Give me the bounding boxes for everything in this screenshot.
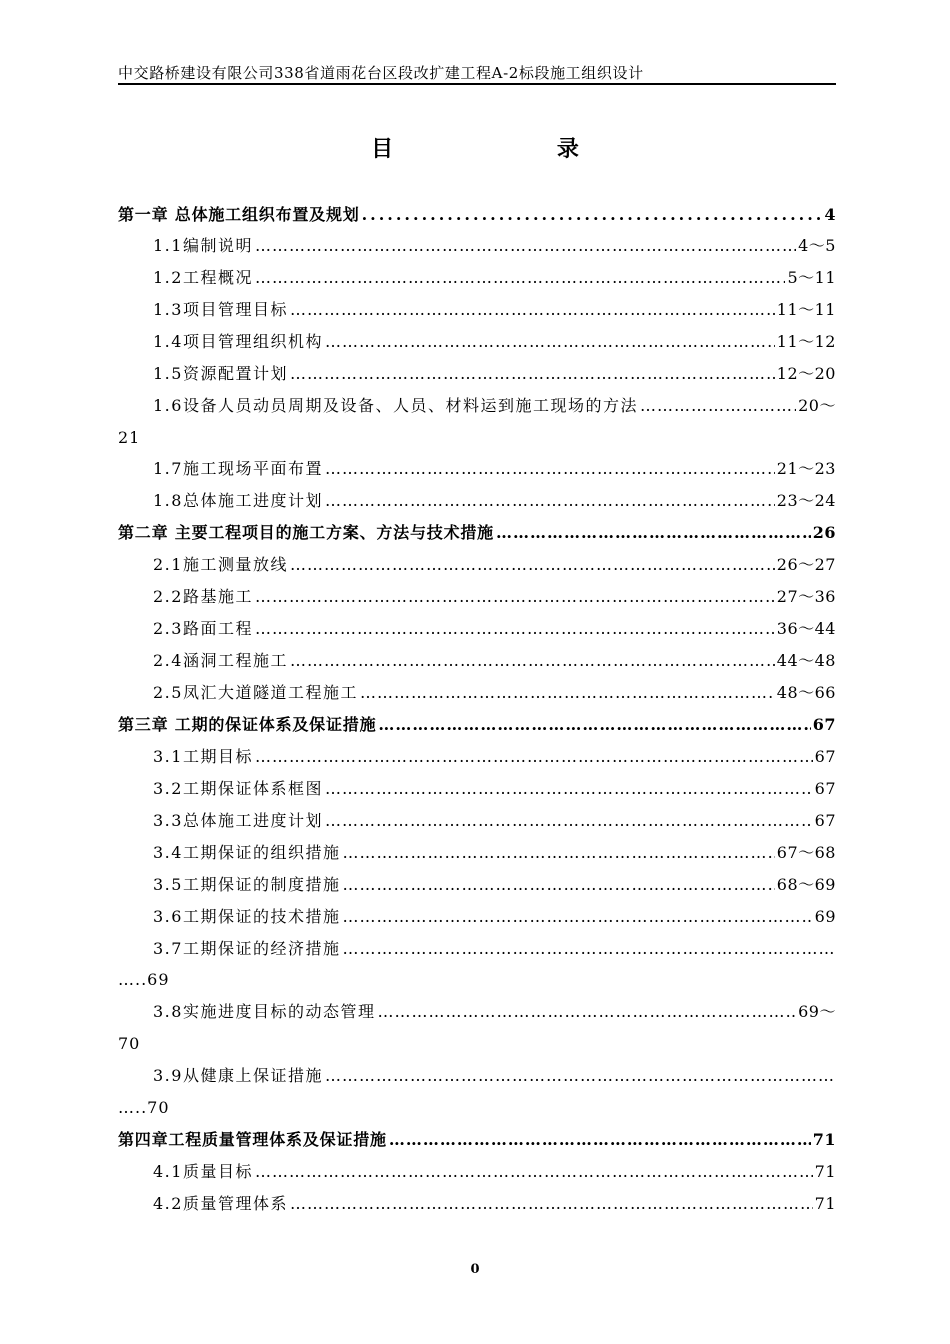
toc-page: 26 — [812, 523, 836, 542]
toc-page: 11～11 — [776, 300, 836, 319]
toc-label: 第三章 工期的保证体系及保证措施 — [118, 715, 377, 734]
toc-entry-3-9-continuation: …..70 — [118, 1098, 170, 1117]
toc-page: 69～ — [798, 1002, 836, 1021]
toc-entry-1-1[interactable] — [153, 234, 836, 258]
toc-page: 71 — [812, 1130, 836, 1149]
toc-entry-3-9[interactable] — [153, 1064, 836, 1088]
toc-label: 2.3路面工程 — [153, 619, 253, 638]
toc-leader — [290, 362, 775, 386]
toc-page: 69 — [814, 907, 836, 926]
toc-entry-1-8[interactable] — [153, 489, 836, 513]
toc-leader — [325, 489, 775, 513]
toc-label: 3.7工期保证的经济措施 — [153, 939, 341, 958]
toc-page: 4～5 — [798, 236, 836, 255]
toc-label: 2.5凤汇大道隧道工程施工 — [153, 683, 358, 702]
toc-page: 20～ — [798, 396, 836, 415]
toc-leader — [255, 266, 786, 290]
toc-label: 3.2工期保证体系框图 — [153, 779, 323, 798]
toc-page: 71 — [814, 1162, 836, 1181]
toc-leader — [290, 1192, 813, 1216]
toc-leader — [290, 649, 775, 673]
toc-entry-1-6[interactable] — [153, 394, 836, 418]
toc-entry-3-2[interactable] — [153, 777, 836, 801]
toc-entry-4-2[interactable] — [153, 1192, 836, 1216]
toc-entry-3-7-continuation: …..69 — [118, 970, 170, 989]
toc-label: 3.5工期保证的制度措施 — [153, 875, 341, 894]
toc-page: 68～69 — [776, 875, 836, 894]
toc-page: 21～23 — [776, 459, 836, 478]
toc-leader — [640, 394, 796, 418]
toc-leader — [325, 1064, 834, 1088]
toc-entry-3-7[interactable] — [153, 937, 836, 961]
toc-page: 44～48 — [776, 651, 836, 670]
toc-page: 23～24 — [776, 491, 836, 510]
toc-entry-3-4[interactable] — [153, 841, 836, 865]
toc-label: 1.7施工现场平面布置 — [153, 459, 323, 478]
page-title: 目 录 — [371, 136, 657, 162]
toc-label: 2.2路基施工 — [153, 587, 253, 606]
toc-page: 36～44 — [776, 619, 836, 638]
toc-label: 1.5资源配置计划 — [153, 364, 288, 383]
toc-chapter-4[interactable] — [118, 1128, 836, 1152]
toc-page: 67～68 — [776, 843, 836, 862]
toc-label: 3.8实施进度目标的动态管理 — [153, 1002, 376, 1021]
toc-leader — [342, 905, 812, 929]
toc-entry-3-3[interactable] — [153, 809, 836, 833]
toc-entry-1-3[interactable] — [153, 298, 836, 322]
toc-entry-3-8[interactable] — [153, 1000, 836, 1024]
toc-label: 1.8总体施工进度计划 — [153, 491, 323, 510]
toc-leader — [290, 298, 775, 322]
toc-page: 67 — [814, 811, 836, 830]
toc-entry-4-1[interactable] — [153, 1160, 836, 1184]
toc-label: 3.1工期目标 — [153, 747, 253, 766]
toc-page: 4 — [824, 205, 836, 224]
toc-label: 3.6工期保证的技术措施 — [153, 907, 341, 926]
toc-label: 3.3总体施工进度计划 — [153, 811, 323, 830]
toc-page: 12～20 — [776, 364, 836, 383]
toc-label: 3.9从健康上保证措施 — [153, 1066, 323, 1085]
toc-entry-2-4[interactable] — [153, 649, 836, 673]
toc-label: 4.2质量管理体系 — [153, 1194, 288, 1213]
toc-entry-2-1[interactable] — [153, 553, 836, 577]
toc-page: 67 — [812, 715, 836, 734]
toc-leader — [360, 681, 775, 705]
toc-label: 1.3项目管理目标 — [153, 300, 288, 319]
toc-entry-1-5[interactable] — [153, 362, 836, 386]
toc-entry-2-2[interactable] — [153, 585, 836, 609]
toc-page: 27～36 — [776, 587, 836, 606]
toc-label: 1.1编制说明 — [153, 236, 253, 255]
toc-label: 第二章 主要工程项目的施工方案、方法与技术措施 — [118, 523, 494, 542]
toc-entry-2-5[interactable] — [153, 681, 836, 705]
toc-entry-2-3[interactable] — [153, 617, 836, 641]
toc-leader — [378, 713, 810, 737]
toc-leader — [325, 809, 813, 833]
toc-label: 1.4项目管理组织机构 — [153, 332, 323, 351]
toc-entry-3-6[interactable] — [153, 905, 836, 929]
toc-leader — [255, 617, 775, 641]
toc-leader — [290, 553, 775, 577]
toc-chapter-2[interactable] — [118, 521, 836, 545]
toc-leader — [389, 1128, 811, 1152]
toc-page: 67 — [814, 779, 836, 798]
toc-page: 71 — [814, 1194, 836, 1213]
page-number: 0 — [470, 1262, 480, 1277]
toc-leader — [342, 841, 774, 865]
toc-label: 2.4涵洞工程施工 — [153, 651, 288, 670]
toc-entry-3-8-continuation: 70 — [118, 1034, 141, 1053]
toc-label: 第四章工程质量管理体系及保证措施 — [118, 1130, 387, 1149]
toc-leader — [325, 777, 813, 801]
toc-leader — [496, 521, 811, 545]
toc-page: 26～27 — [776, 555, 836, 574]
toc-entry-1-4[interactable] — [153, 330, 836, 354]
toc-label: 1.2工程概况 — [153, 268, 253, 287]
toc-leader — [362, 203, 823, 227]
toc-entry-1-2[interactable] — [153, 266, 836, 290]
toc-leader — [377, 1000, 796, 1024]
toc-page: 11～12 — [776, 332, 836, 351]
toc-page: 5～11 — [787, 268, 836, 287]
toc-leader — [255, 745, 813, 769]
toc-entry-3-5[interactable] — [153, 873, 836, 897]
toc-leader — [255, 234, 796, 258]
toc-chapter-3[interactable] — [118, 713, 836, 737]
toc-leader — [342, 937, 834, 961]
toc-entry-1-6-continuation: 21 — [118, 428, 141, 447]
toc-label: 第一章 总体施工组织布置及规划 — [118, 205, 360, 224]
toc-leader — [325, 330, 775, 354]
toc-page: 67 — [814, 747, 836, 766]
toc-entry-3-1[interactable] — [153, 745, 836, 769]
toc-label: 4.1质量目标 — [153, 1162, 253, 1181]
toc-entry-1-7[interactable] — [153, 457, 836, 481]
toc-leader — [342, 873, 774, 897]
document-header: 中交路桥建设有限公司338省道雨花台区段改扩建工程A-2标段施工组织设计 — [118, 64, 644, 82]
toc-label: 1.6设备人员动员周期及设备、人员、材料运到施工现场的方法 — [153, 396, 638, 415]
toc-leader — [255, 1160, 813, 1184]
toc-label: 2.1施工测量放线 — [153, 555, 288, 574]
toc-chapter-1[interactable] — [118, 203, 836, 227]
toc-label: 3.4工期保证的组织措施 — [153, 843, 341, 862]
toc-page: 48～66 — [776, 683, 836, 702]
toc-leader — [325, 457, 775, 481]
toc-leader — [255, 585, 775, 609]
